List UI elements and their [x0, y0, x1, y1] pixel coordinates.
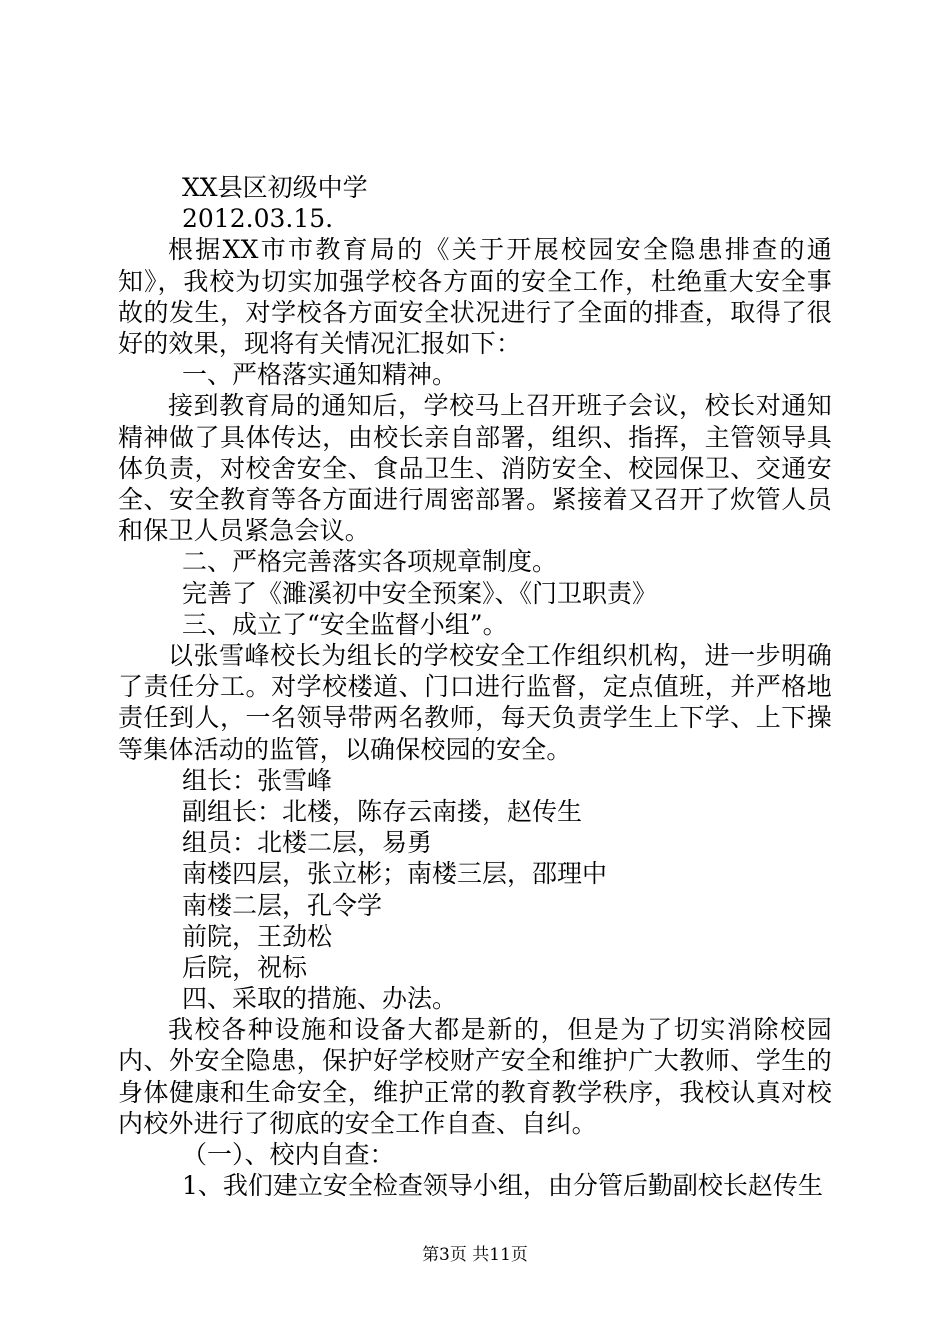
subsection-heading-1: （一）、校内自查：: [182, 1140, 395, 1170]
paragraph-section-1: 接到教育局的通知后，学校马上召开班子会议，校长对通知精神做了具体传达，由校长亲自部署，组织、指挥，主管领导具体负责，对校舍安全、食品卫生、消防安全、校园保卫、交通安全、安全教育等各方面进行周密部署。紧接着又召开了炊管人员和保卫人员紧急会议。: [118, 391, 832, 546]
document-body: [118, 172, 832, 1201]
paragraph-intro: 根据XX市市教育局的《关于开展校园安全隐患排查的通知》，我校为切实加强学校各方面的安全工作，杜绝重大安全事故的发生，对学校各方面安全状况进行了全面的排查，取得了很好的效果，现将有关情况汇报如下：: [118, 235, 832, 358]
list-item-south-2: 南楼二层，孔令学: [182, 890, 383, 920]
list-item-leader: 组长：张雪峰: [182, 765, 333, 795]
document-date: 2012.03.15.: [182, 204, 334, 234]
list-item-south-4-3: 南楼四层，张立彬；南楼三层，邵理中: [182, 859, 608, 889]
section-heading-2: 二、严格完善落实各项规章制度。: [182, 547, 558, 577]
section-heading-4: 四、采取的措施、办法。: [182, 984, 458, 1014]
section-heading-3: 三、成立了“安全监督小组”。: [182, 609, 508, 639]
list-item-front-yard: 前院，王劲松: [182, 921, 333, 951]
page-footer: 第3页 共11页: [422, 1245, 528, 1265]
section-heading-1: 一、严格落实通知精神。: [182, 360, 458, 390]
list-item-back-yard: 后院，祝标: [182, 952, 308, 982]
list-item-member: 组员：北楼二层，易勇: [182, 828, 433, 858]
paragraph-section-3: 以张雪峰校长为组长的学校安全工作组织机构，进一步明确了责任分工。对学校楼道、门口进行监督，定点值班，并严格地责任到人，一名领导带两名教师，每天负责学生上下学、上下操等集体活动的监管，以确保校园的安全。: [118, 640, 832, 764]
paragraph-item-1: 1、我们建立安全检查领导小组，由分管后勤副校长赵传生: [182, 1171, 823, 1201]
paragraph-section-2: 完善了《濉溪初中安全预案》、《门卫职责》: [182, 578, 658, 608]
paragraph-section-4: 我校各种设施和设备大都是新的，但是为了切实消除校园内、外安全隐患，保护好学校财产安全和维护广大教师、学生的身体健康和生命安全，维护正常的教育教学秩序，我校认真对校内校外进行了彻底的安全工作自查、自纠。: [118, 1015, 832, 1138]
school-name: XX县区初级中学: [182, 173, 368, 202]
list-item-deputy: 副组长：北楼，陈存云南搂，赵传生: [182, 796, 583, 826]
